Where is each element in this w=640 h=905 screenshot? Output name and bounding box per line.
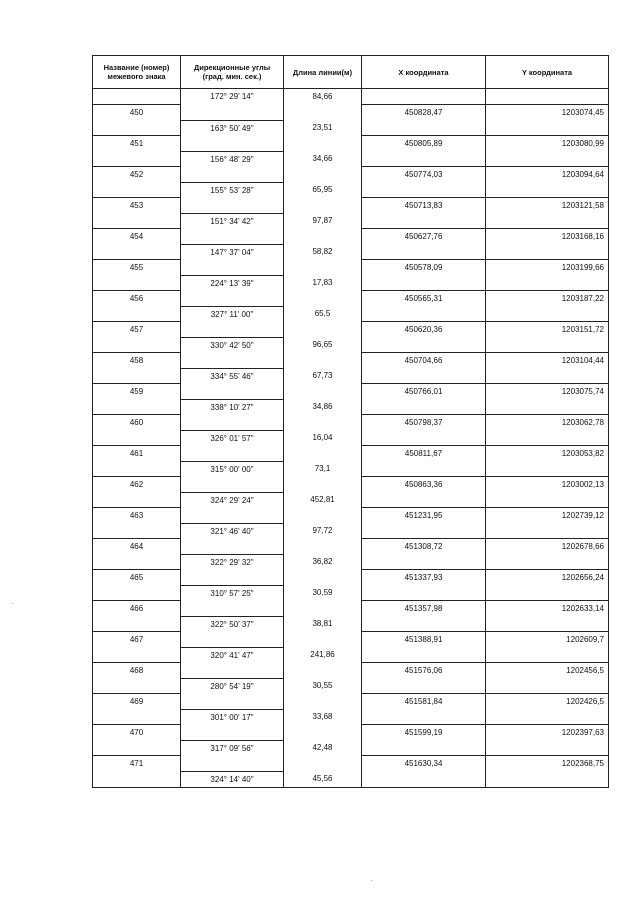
direction-angle-cell: 334° 55' 46" (181, 368, 284, 384)
x-coordinate-cell: 451308,72 (362, 539, 486, 555)
line-length-cell: 84,66 (284, 89, 362, 105)
line-length-cell: 97,87 (284, 213, 362, 229)
x-coordinate-cell: 450578,09 (362, 260, 486, 276)
segment-row (93, 709, 609, 725)
y-coordinate-cell: 1202368,75 (486, 756, 609, 772)
mark-row (93, 198, 609, 214)
direction-angle-cell: 147° 37' 04" (181, 244, 284, 260)
x-coordinate-cell: 450863,36 (362, 477, 486, 493)
line-length-cell: 241,86 (284, 647, 362, 663)
segment-row (93, 585, 609, 601)
mark-row (93, 415, 609, 431)
x-coordinate-cell: 451576,06 (362, 663, 486, 679)
direction-angle-cell: 317° 09' 56" (181, 740, 284, 756)
x-coordinate-cell: 450766,01 (362, 384, 486, 400)
x-coordinate-cell: 451630,34 (362, 756, 486, 772)
line-length-cell: 23,51 (284, 120, 362, 136)
x-coordinate-cell: 451231,95 (362, 508, 486, 524)
y-coordinate-cell: 1203187,22 (486, 291, 609, 307)
segment-row (93, 120, 609, 136)
y-coordinate-cell: 1203075,74 (486, 384, 609, 400)
y-coordinate-cell: 1202456,5 (486, 663, 609, 679)
line-length-cell: 73,1 (284, 461, 362, 477)
y-coordinate-cell: 1202656,24 (486, 570, 609, 586)
y-coordinate-cell: 1202739,12 (486, 508, 609, 524)
segment-row (93, 461, 609, 477)
segment-row (93, 151, 609, 167)
direction-angle-cell: 151° 34' 42" (181, 213, 284, 229)
line-length-cell: 58,82 (284, 244, 362, 260)
segment-row (93, 523, 609, 539)
mark-number-cell: 464 (93, 539, 181, 555)
segment-row (93, 213, 609, 229)
direction-angle-cell: 322° 50' 37" (181, 616, 284, 632)
x-coordinate-cell: 451388,91 (362, 632, 486, 648)
segment-row (93, 492, 609, 508)
mark-number-cell: 451 (93, 136, 181, 152)
line-length-cell: 30,55 (284, 678, 362, 694)
mark-row (93, 136, 609, 152)
scan-speck (12, 603, 13, 604)
line-length-cell: 30,59 (284, 585, 362, 601)
segment-row (93, 616, 609, 632)
x-coordinate-cell: 450565,31 (362, 291, 486, 307)
table-header-row (93, 56, 609, 89)
direction-angle-cell: 338° 10' 27" (181, 399, 284, 415)
direction-angle-cell: 155° 53' 28" (181, 182, 284, 198)
mark-number-cell: 469 (93, 694, 181, 710)
mark-row (93, 601, 609, 617)
x-coordinate-cell: 450828,47 (362, 105, 486, 121)
header-line-length: Длина линии(м) (284, 56, 362, 89)
line-length-cell: 34,66 (284, 151, 362, 167)
mark-row (93, 694, 609, 710)
mark-row (93, 570, 609, 586)
mark-row (93, 353, 609, 369)
y-coordinate-cell: 1203074,45 (486, 105, 609, 121)
mark-row (93, 322, 609, 338)
line-length-cell: 42,48 (284, 740, 362, 756)
x-coordinate-cell: 450627,76 (362, 229, 486, 245)
mark-row (93, 477, 609, 493)
line-length-cell: 17,83 (284, 275, 362, 291)
direction-angle-cell: 322° 29' 32" (181, 554, 284, 570)
mark-number-cell: 468 (93, 663, 181, 679)
mark-number-cell: 462 (93, 477, 181, 493)
mark-row (93, 291, 609, 307)
y-coordinate-cell: 1202397,63 (486, 725, 609, 741)
mark-row (93, 229, 609, 245)
segment-row (93, 430, 609, 446)
mark-number-cell: 467 (93, 632, 181, 648)
y-coordinate-cell: 1202609,7 (486, 632, 609, 648)
mark-number-cell: 455 (93, 260, 181, 276)
mark-number-cell: 461 (93, 446, 181, 462)
x-coordinate-cell: 450620,36 (362, 322, 486, 338)
direction-angle-cell: 327° 11' 00" (181, 306, 284, 322)
header-x-coordinate: X координата (362, 56, 486, 89)
y-coordinate-cell: 1203168,16 (486, 229, 609, 245)
direction-angle-cell: 301° 00' 17" (181, 709, 284, 725)
boundary-points-table (92, 55, 609, 788)
line-length-cell: 65,95 (284, 182, 362, 198)
x-coordinate-cell: 450713,83 (362, 198, 486, 214)
mark-row (93, 260, 609, 276)
mark-number-cell: 470 (93, 725, 181, 741)
x-coordinate-cell: 451337,93 (362, 570, 486, 586)
direction-angle-cell: 163° 50' 49" (181, 120, 284, 136)
line-length-cell: 97,72 (284, 523, 362, 539)
direction-angle-cell: 172° 29' 14" (181, 89, 284, 105)
mark-row (93, 508, 609, 524)
table-body (93, 89, 609, 788)
x-coordinate-cell: 450805,89 (362, 136, 486, 152)
direction-angle-cell: 326° 01' 57" (181, 430, 284, 446)
mark-row (93, 725, 609, 741)
mark-row (93, 756, 609, 772)
mark-number-cell: 466 (93, 601, 181, 617)
line-length-cell: 65,5 (284, 306, 362, 322)
mark-number-cell: 471 (93, 756, 181, 772)
mark-number-cell: 457 (93, 322, 181, 338)
direction-angle-cell: 315° 00' 00" (181, 461, 284, 477)
x-coordinate-cell: 450798,37 (362, 415, 486, 431)
mark-number-cell: 459 (93, 384, 181, 400)
y-coordinate-cell: 1203199,66 (486, 260, 609, 276)
line-length-cell: 45,56 (284, 771, 362, 787)
mark-number-cell: 460 (93, 415, 181, 431)
direction-angle-cell: 321° 46' 40" (181, 523, 284, 539)
mark-row (93, 539, 609, 555)
scan-speck (371, 880, 372, 881)
header-direction-angle: Дирекционные углы (град. мин. сек.) (181, 56, 284, 89)
segment-row (93, 647, 609, 663)
segment-row (93, 89, 609, 105)
line-length-cell: 38,81 (284, 616, 362, 632)
segment-row (93, 337, 609, 353)
y-coordinate-cell: 1203002,13 (486, 477, 609, 493)
x-coordinate-cell: 450774,03 (362, 167, 486, 183)
segment-row (93, 182, 609, 198)
line-length-cell: 452,81 (284, 492, 362, 508)
line-length-cell: 16,04 (284, 430, 362, 446)
x-coordinate-cell: 451599,19 (362, 725, 486, 741)
x-coordinate-cell: 451357,98 (362, 601, 486, 617)
line-length-cell: 34,86 (284, 399, 362, 415)
line-length-cell: 33,68 (284, 709, 362, 725)
direction-angle-cell: 320° 41' 47" (181, 647, 284, 663)
y-coordinate-cell: 1203121,58 (486, 198, 609, 214)
direction-angle-cell: 156° 48' 29" (181, 151, 284, 167)
mark-row (93, 167, 609, 183)
segment-row (93, 678, 609, 694)
y-coordinate-cell: 1203062,78 (486, 415, 609, 431)
mark-number-cell: 463 (93, 508, 181, 524)
direction-angle-cell: 310° 57' 25" (181, 585, 284, 601)
mark-row (93, 663, 609, 679)
direction-angle-cell: 324° 29' 24" (181, 492, 284, 508)
segment-row (93, 275, 609, 291)
mark-number-cell: 465 (93, 570, 181, 586)
y-coordinate-cell: 1203151,72 (486, 322, 609, 338)
mark-number-cell: 456 (93, 291, 181, 307)
y-coordinate-cell: 1203094,64 (486, 167, 609, 183)
mark-number-cell: 453 (93, 198, 181, 214)
y-coordinate-cell: 1203053,82 (486, 446, 609, 462)
x-coordinate-cell: 451581,84 (362, 694, 486, 710)
mark-number-cell: 452 (93, 167, 181, 183)
x-coordinate-cell: 450811,67 (362, 446, 486, 462)
y-coordinate-cell: 1203080,99 (486, 136, 609, 152)
mark-number-cell: 450 (93, 105, 181, 121)
mark-row (93, 632, 609, 648)
y-coordinate-cell: 1202633,14 (486, 601, 609, 617)
direction-angle-cell: 330° 42' 50" (181, 337, 284, 353)
y-coordinate-cell: 1202678,66 (486, 539, 609, 555)
y-coordinate-cell: 1203104,44 (486, 353, 609, 369)
direction-angle-cell: 280° 54' 19" (181, 678, 284, 694)
segment-row (93, 740, 609, 756)
mark-row (93, 446, 609, 462)
segment-row (93, 368, 609, 384)
segment-row (93, 244, 609, 260)
segment-row (93, 771, 609, 787)
header-mark-name: Название (номер) межевого знака (93, 56, 181, 89)
line-length-cell: 67,73 (284, 368, 362, 384)
direction-angle-cell: 324° 14' 40" (181, 771, 284, 787)
mark-number-cell: 458 (93, 353, 181, 369)
segment-row (93, 306, 609, 322)
y-coordinate-cell: 1202426,5 (486, 694, 609, 710)
x-coordinate-cell: 450704,66 (362, 353, 486, 369)
mark-row (93, 105, 609, 121)
line-length-cell: 36,82 (284, 554, 362, 570)
header-y-coordinate: Y координата (486, 56, 609, 89)
mark-row (93, 384, 609, 400)
direction-angle-cell: 224° 13' 39" (181, 275, 284, 291)
segment-row (93, 554, 609, 570)
segment-row (93, 399, 609, 415)
mark-number-cell: 454 (93, 229, 181, 245)
line-length-cell: 96,65 (284, 337, 362, 353)
